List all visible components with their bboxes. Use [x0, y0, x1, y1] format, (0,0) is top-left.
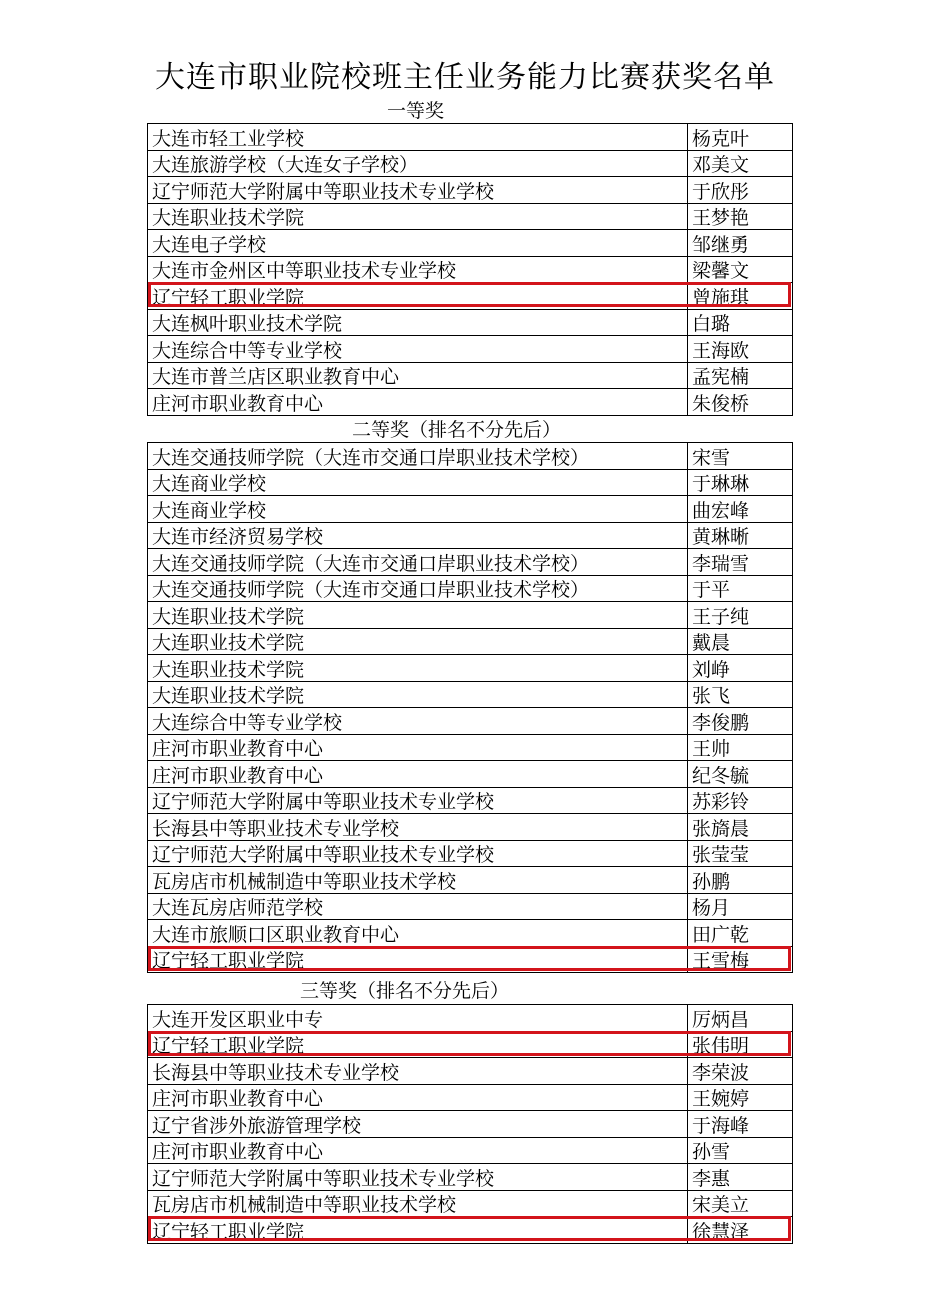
- section-label-first-prize: 一等奖: [387, 100, 445, 122]
- school-cell: 大连交通技师学院（大连市交通口岸职业技术学校）: [148, 443, 688, 470]
- table-row: [148, 150, 793, 177]
- school-cell: 庄河市职业教育中心: [148, 389, 688, 416]
- school-cell: 辽宁师范大学附属中等职业技术专业学校: [148, 840, 688, 867]
- school-cell: 大连综合中等专业学校: [148, 708, 688, 735]
- table-row: [148, 575, 793, 602]
- table-row: [148, 230, 793, 257]
- table-row: [148, 469, 793, 496]
- school-cell: 辽宁师范大学附属中等职业技术专业学校: [148, 787, 688, 814]
- table-row: [148, 1084, 793, 1111]
- school-cell: 庄河市职业教育中心: [148, 1137, 688, 1164]
- table-row: [148, 1111, 793, 1138]
- school-cell: 大连旅游学校（大连女子学校）: [148, 150, 688, 177]
- table-row: [148, 443, 793, 470]
- table-row: [148, 867, 793, 894]
- winner-name-cell: 戴晨: [688, 628, 793, 655]
- winner-name-cell: 曾施琪: [688, 283, 793, 310]
- school-cell: 庄河市职业教育中心: [148, 1084, 688, 1111]
- school-cell: 大连综合中等专业学校: [148, 336, 688, 363]
- school-cell: 大连商业学校: [148, 469, 688, 496]
- school-cell: 庄河市职业教育中心: [148, 734, 688, 761]
- table-row: [148, 681, 793, 708]
- school-cell: 大连市金州区中等职业技术专业学校: [148, 256, 688, 283]
- winner-name-cell: 李瑞雪: [688, 549, 793, 576]
- winner-name-cell: 宋美立: [688, 1190, 793, 1217]
- winner-name-cell: 王雪梅: [688, 946, 793, 973]
- table-row: [148, 549, 793, 576]
- winner-name-cell: 于海峰: [688, 1111, 793, 1138]
- school-cell: 庄河市职业教育中心: [148, 761, 688, 788]
- school-cell: 大连职业技术学院: [148, 203, 688, 230]
- school-cell: 辽宁轻工职业学院: [148, 1031, 688, 1058]
- winner-name-cell: 田广乾: [688, 920, 793, 947]
- winner-name-cell: 厉炳昌: [688, 1005, 793, 1032]
- winner-name-cell: 李惠: [688, 1164, 793, 1191]
- winner-name-cell: 孙鹏: [688, 867, 793, 894]
- winner-name-cell: 张旖晨: [688, 814, 793, 841]
- school-cell: 辽宁省涉外旅游管理学校: [148, 1111, 688, 1138]
- school-cell: 瓦房店市机械制造中等职业技术学校: [148, 867, 688, 894]
- school-cell: 大连市旅顺口区职业教育中心: [148, 920, 688, 947]
- table-row: [148, 1137, 793, 1164]
- second-prize-rows: [148, 443, 793, 973]
- school-cell: 长海县中等职业技术专业学校: [148, 814, 688, 841]
- winner-name-cell: 王子纯: [688, 602, 793, 629]
- school-cell: 大连职业技术学院: [148, 681, 688, 708]
- table-row: [148, 734, 793, 761]
- table-row: [148, 840, 793, 867]
- table-row: [148, 893, 793, 920]
- winner-name-cell: 曲宏峰: [688, 496, 793, 523]
- school-cell: 大连市普兰店区职业教育中心: [148, 362, 688, 389]
- third-prize-table: [147, 1004, 793, 1244]
- school-cell: 大连职业技术学院: [148, 655, 688, 682]
- table-row: [148, 1031, 793, 1058]
- table-row: [148, 496, 793, 523]
- table-row: [148, 283, 793, 310]
- table-row: [148, 1190, 793, 1217]
- section-label-third-prize: 三等奖（排名不分先后）: [300, 980, 510, 1002]
- section-label-second-prize: 二等奖（排名不分先后）: [352, 419, 562, 441]
- school-cell: 辽宁师范大学附属中等职业技术专业学校: [148, 177, 688, 204]
- winner-name-cell: 孟宪楠: [688, 362, 793, 389]
- school-cell: 大连交通技师学院（大连市交通口岸职业技术学校）: [148, 575, 688, 602]
- table-row: [148, 256, 793, 283]
- winner-name-cell: 徐慧泽: [688, 1217, 793, 1244]
- page-title: 大连市职业院校班主任业务能力比赛获奖名单: [155, 60, 775, 95]
- school-cell: 大连电子学校: [148, 230, 688, 257]
- school-cell: 大连市轻工业学校: [148, 124, 688, 151]
- winner-name-cell: 邹继勇: [688, 230, 793, 257]
- school-cell: 长海县中等职业技术专业学校: [148, 1058, 688, 1085]
- winner-name-cell: 梁馨文: [688, 256, 793, 283]
- winner-name-cell: 李荣波: [688, 1058, 793, 1085]
- winner-name-cell: 王婉婷: [688, 1084, 793, 1111]
- winner-name-cell: 苏彩铃: [688, 787, 793, 814]
- winner-name-cell: 王海欧: [688, 336, 793, 363]
- table-row: [148, 309, 793, 336]
- winner-name-cell: 于琳琳: [688, 469, 793, 496]
- table-row: [148, 787, 793, 814]
- third-prize-rows: [148, 1005, 793, 1244]
- winner-name-cell: 刘峥: [688, 655, 793, 682]
- table-row: [148, 389, 793, 416]
- table-row: [148, 1005, 793, 1032]
- winner-name-cell: 于欣彤: [688, 177, 793, 204]
- table-row: [148, 602, 793, 629]
- winner-name-cell: 朱俊桥: [688, 389, 793, 416]
- school-cell: 瓦房店市机械制造中等职业技术学校: [148, 1190, 688, 1217]
- school-cell: 大连职业技术学院: [148, 602, 688, 629]
- school-cell: 辽宁师范大学附属中等职业技术专业学校: [148, 1164, 688, 1191]
- table-row: [148, 655, 793, 682]
- school-cell: 辽宁轻工职业学院: [148, 283, 688, 310]
- winner-name-cell: 白璐: [688, 309, 793, 336]
- first-prize-rows: [148, 124, 793, 416]
- table-row: [148, 628, 793, 655]
- winner-name-cell: 李俊鹏: [688, 708, 793, 735]
- winner-name-cell: 王梦艳: [688, 203, 793, 230]
- table-row: [148, 761, 793, 788]
- winner-name-cell: 张莹莹: [688, 840, 793, 867]
- table-row: [148, 814, 793, 841]
- second-prize-table: [147, 442, 793, 973]
- school-cell: 辽宁轻工职业学院: [148, 946, 688, 973]
- table-row: [148, 362, 793, 389]
- winner-name-cell: 孙雪: [688, 1137, 793, 1164]
- winner-name-cell: 邓美文: [688, 150, 793, 177]
- winner-name-cell: 张伟明: [688, 1031, 793, 1058]
- table-row: [148, 946, 793, 973]
- table-row: [148, 124, 793, 151]
- school-cell: 大连商业学校: [148, 496, 688, 523]
- winner-name-cell: 杨月: [688, 893, 793, 920]
- table-row: [148, 1164, 793, 1191]
- winner-name-cell: 纪冬毓: [688, 761, 793, 788]
- school-cell: 大连枫叶职业技术学院: [148, 309, 688, 336]
- winner-name-cell: 杨克叶: [688, 124, 793, 151]
- school-cell: 大连市经济贸易学校: [148, 522, 688, 549]
- school-cell: 大连职业技术学院: [148, 628, 688, 655]
- winner-name-cell: 王帅: [688, 734, 793, 761]
- table-row: [148, 1058, 793, 1085]
- school-cell: 辽宁轻工职业学院: [148, 1217, 688, 1244]
- table-row: [148, 336, 793, 363]
- table-row: [148, 522, 793, 549]
- winner-name-cell: 于平: [688, 575, 793, 602]
- table-row: [148, 920, 793, 947]
- school-cell: 大连交通技师学院（大连市交通口岸职业技术学校）: [148, 549, 688, 576]
- school-cell: 大连开发区职业中专: [148, 1005, 688, 1032]
- first-prize-table: [147, 123, 793, 416]
- winner-name-cell: 宋雪: [688, 443, 793, 470]
- table-row: [148, 203, 793, 230]
- table-row: [148, 177, 793, 204]
- winner-name-cell: 张飞: [688, 681, 793, 708]
- table-row: [148, 708, 793, 735]
- table-row: [148, 1217, 793, 1244]
- winner-name-cell: 黄琳晰: [688, 522, 793, 549]
- school-cell: 大连瓦房店师范学校: [148, 893, 688, 920]
